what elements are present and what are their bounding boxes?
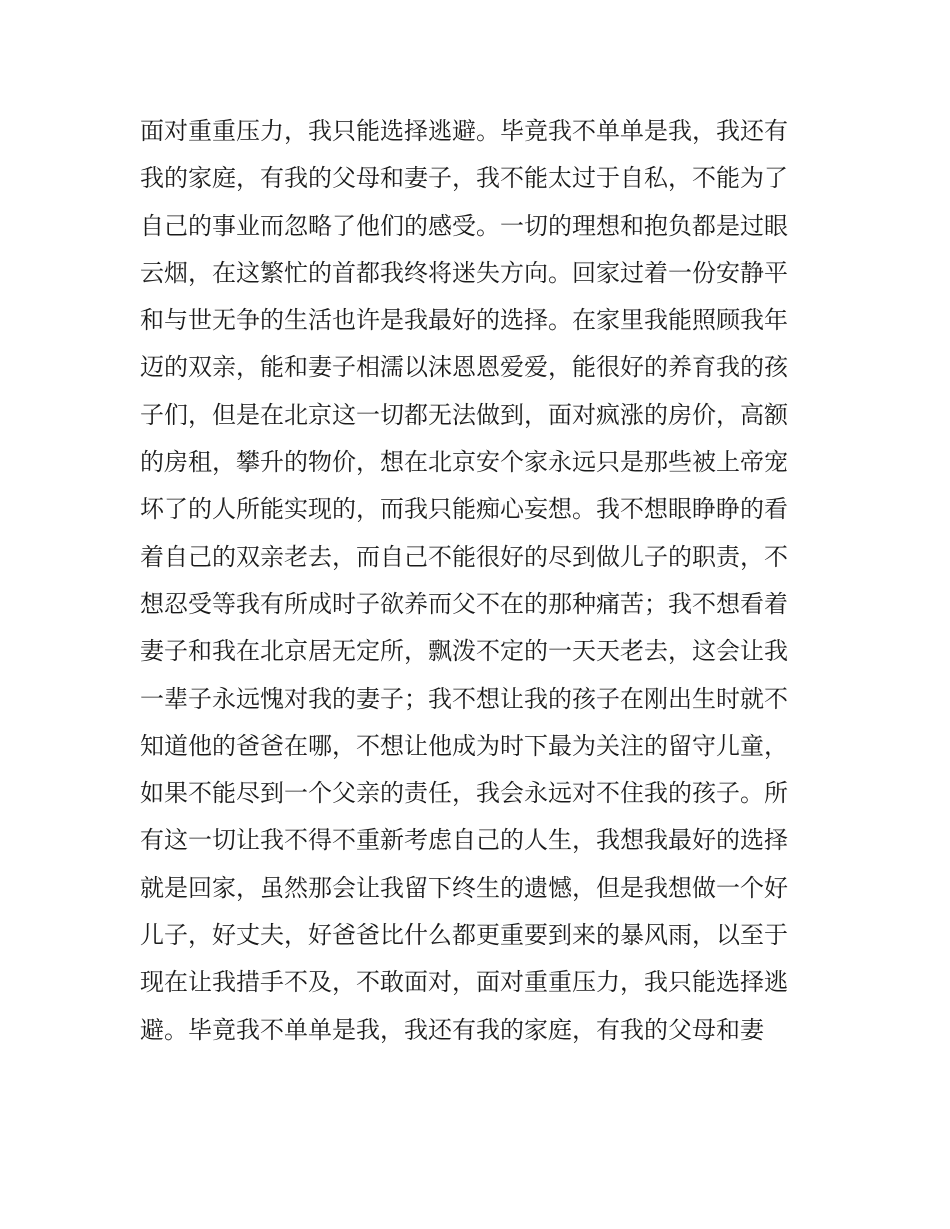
- text-line: 知道他的爸爸在哪，不想让他成为时下最为关注的留守儿童，: [140, 731, 788, 760]
- body-text: [140, 108, 820, 1054]
- text-line: 坏了的人所能实现的，而我只能痴心妄想。我不想眼睁睁的看: [140, 495, 788, 524]
- text-line: 面对重重压力，我只能选择逃避。毕竟我不单单是我，我还有: [140, 117, 788, 145]
- text-line: 的房租，攀升的物价，想在北京安个家永远只是那些被上帝宠: [140, 448, 788, 477]
- text-line: 现在让我措手不及，不敢面对，面对重重压力，我只能选择逃: [140, 968, 788, 997]
- text-line: 一辈子永远愧对我的妻子；我不想让我的孩子在刚出生时就不: [140, 684, 788, 713]
- text-line: 着自己的双亲老去，而自己不能很好的尽到做儿子的职责，不: [140, 542, 788, 571]
- text-line: 儿子，好丈夫，好爸爸比什么都更重要到来的暴风雨，以至于: [140, 921, 788, 950]
- text-line: 避。毕竟我不单单是我，我还有我的家庭，有我的父母和妻: [140, 1015, 764, 1044]
- text-line: 迈的双亲，能和妻子相濡以沫恩恩爱爱，能很好的养育我的孩: [140, 353, 788, 382]
- text-line: 想忍受等我有所成时子欲养而父不在的那种痛苦；我不想看着: [140, 589, 788, 618]
- text-line: 子们，但是在北京这一切都无法做到，面对疯涨的房价，高额: [140, 400, 788, 429]
- text-line: 和与世无争的生活也许是我最好的选择。在家里我能照顾我年: [140, 306, 788, 335]
- text-line: 我的家庭，有我的父母和妻子，我不能太过于自私，不能为了: [140, 164, 788, 193]
- text-line: 就是回家，虽然那会让我留下终生的遗憾，但是我想做一个好: [140, 873, 788, 902]
- text-line: 如果不能尽到一个父亲的责任，我会永远对不住我的孩子。所: [140, 779, 788, 808]
- text-line: 妻子和我在北京居无定所，飘泼不定的一天天老去，这会让我: [140, 637, 788, 666]
- text-line: 有这一切让我不得不重新考虑自己的人生，我想我最好的选择: [140, 826, 788, 855]
- text-line: 云烟，在这繁忙的首都我终将迷失方向。回家过着一份安静平: [140, 258, 788, 287]
- text-line: 自己的事业而忽略了他们的感受。一切的理想和抱负都是过眼: [140, 211, 788, 240]
